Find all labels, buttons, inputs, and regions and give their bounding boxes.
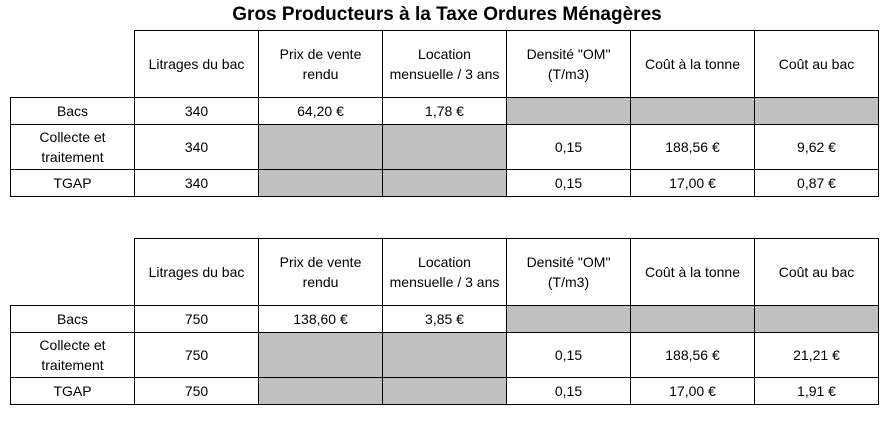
cell-location [383, 125, 507, 170]
header-row [11, 239, 879, 306]
header-litrage: Litrages du bac [135, 31, 259, 98]
header-row [11, 31, 879, 98]
cell-location [383, 170, 507, 197]
cell-densite [507, 306, 631, 333]
header-cout-tonne: Coût à la tonne [631, 239, 755, 306]
cell-prix [259, 170, 383, 197]
cell-litrage: 340 [135, 98, 259, 125]
cell-cout-tonne [631, 306, 755, 333]
row-label: Bacs [11, 98, 135, 125]
cell-litrage: 340 [135, 125, 259, 170]
cell-litrage: 340 [135, 170, 259, 197]
header-cout-bac: Coût au bac [755, 239, 879, 306]
cell-cout-bac: 21,21 € [755, 333, 879, 378]
cell-cout-tonne: 188,56 € [631, 333, 755, 378]
row-label: TGAP [11, 170, 135, 197]
cell-location: 1,78 € [383, 98, 507, 125]
cell-location [383, 333, 507, 378]
cell-prix [259, 125, 383, 170]
header-location: Location mensuelle / 3 ans [383, 31, 507, 98]
cell-litrage: 750 [135, 378, 259, 405]
row-label: TGAP [11, 378, 135, 405]
cell-cout-bac [755, 98, 879, 125]
header-prix: Prix de vente rendu [259, 239, 383, 306]
cell-cout-bac: 9,62 € [755, 125, 879, 170]
cell-cout-tonne: 17,00 € [631, 170, 755, 197]
cell-cout-bac: 0,87 € [755, 170, 879, 197]
table-row [11, 98, 879, 125]
table-row [11, 306, 879, 333]
cell-prix: 64,20 € [259, 98, 383, 125]
corner-cell [11, 31, 135, 98]
cell-location: 3,85 € [383, 306, 507, 333]
page-title: Gros Producteurs à la Taxe Ordures Ménagères [232, 4, 662, 25]
table-row [11, 170, 879, 197]
cell-prix [259, 378, 383, 405]
cell-prix [259, 333, 383, 378]
cell-densite [507, 98, 631, 125]
cell-cout-tonne: 188,56 € [631, 125, 755, 170]
header-cout-bac: Coût au bac [755, 31, 879, 98]
table-row [11, 333, 879, 378]
header-location: Location mensuelle / 3 ans [383, 239, 507, 306]
header-litrage: Litrages du bac [135, 239, 259, 306]
header-cout-tonne: Coût à la tonne [631, 31, 755, 98]
row-label: Collecte et traitement [11, 125, 135, 170]
cell-densite: 0,15 [507, 170, 631, 197]
cell-cout-tonne: 17,00 € [631, 378, 755, 405]
header-prix: Prix de vente rendu [259, 31, 383, 98]
table-row [11, 125, 879, 170]
cell-densite: 0,15 [507, 378, 631, 405]
header-densite: Densité "OM" (T/m3) [507, 239, 631, 306]
cell-cout-bac: 1,91 € [755, 378, 879, 405]
cell-prix: 138,60 € [259, 306, 383, 333]
cell-litrage: 750 [135, 306, 259, 333]
cell-densite: 0,15 [507, 333, 631, 378]
cell-cout-tonne [631, 98, 755, 125]
table-row [11, 378, 879, 405]
cell-litrage: 750 [135, 333, 259, 378]
header-densite: Densité "OM" (T/m3) [507, 31, 631, 98]
cell-densite: 0,15 [507, 125, 631, 170]
cost-table-340 [10, 30, 879, 197]
row-label: Collecte et traitement [11, 333, 135, 378]
cell-cout-bac [755, 306, 879, 333]
cell-location [383, 378, 507, 405]
corner-cell [11, 239, 135, 306]
cost-table-750 [10, 238, 879, 405]
row-label: Bacs [11, 306, 135, 333]
